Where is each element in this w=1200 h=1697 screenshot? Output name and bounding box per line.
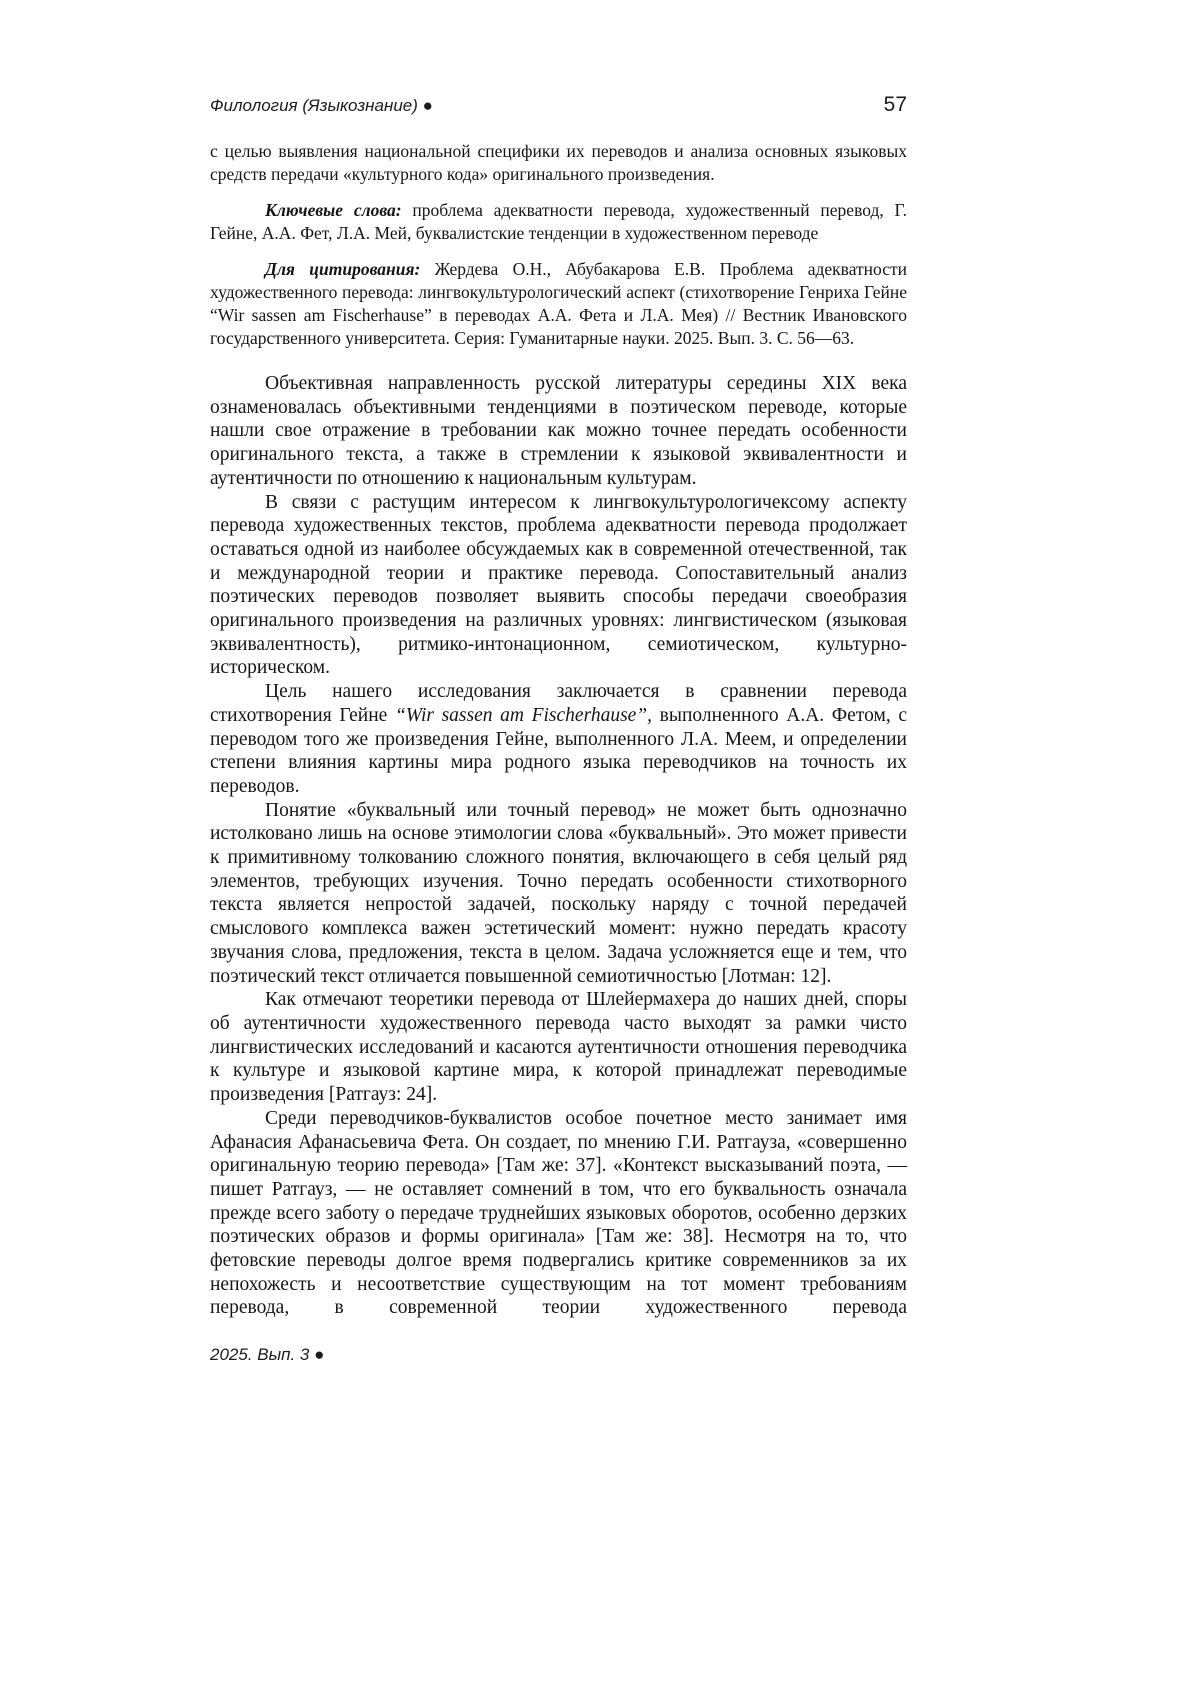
body-text: выполненного А.А. Фетом, с переводом того же произведения Гейне, выполненного Л.А. Меем, и определении степени влияния картины мира родного языка переводчиков на точность их переводов. <box>210 704 907 797</box>
poem-title-italic: “Wir sassen am Fischerhause”, <box>394 704 653 726</box>
page-header <box>210 93 907 117</box>
abstract-continuation: с целью выявления национальной специфики их переводов и анализа основных языковых средств передачи «культурного кода» оригинального произведения. <box>210 141 907 184</box>
article-content <box>210 140 907 1320</box>
body-text: Цель нашего исследования заключается в сравнении перевода стихотворения Гейне <box>210 681 907 726</box>
footer-issue: 2025. Вып. 3 ● <box>210 1345 325 1364</box>
citation-text: Жердева О.Н., Абубакарова Е.В. Проблема адекватности художественного перевода: лингвокультурологический аспект (стихотворение Генриха Гейне “Wir sassen am Fischerhause” в переводах А.А. Фета и Л.А. Мея) // Вестник Ивановского государственного университета. Серия: Гуманитарные науки. 2025. Вып. 3. С. 56—63. <box>210 259 908 348</box>
article-body <box>210 372 907 1320</box>
citation-paragraph <box>210 258 907 350</box>
keywords-text: проблема адекватности перевода, художественный перевод, Г. Гейне, А.А. Фет, Л.А. Мей, буквалистские тенденции в художественном переводе <box>210 200 907 243</box>
page-number: 57 <box>883 93 907 116</box>
page-footer <box>210 1345 324 1365</box>
body-paragraph: Объективная направленность русской литературы середины XIX века ознаменовалась объективными тенденциями в поэтическом переводе, которые нашли свое отражение в требовании как можно точнее передать особенности оригинального текста, а также в стремлении к языковой эквивалентности и аутентичности по отношению к национальным культурам. <box>210 373 907 489</box>
keywords-paragraph <box>210 199 907 245</box>
keywords-label: Ключевые слова: <box>265 200 402 220</box>
body-paragraph: Среди переводчиков-буквалистов особое почетное место занимает имя Афанасия Афанасьевича Фета. Он создает, по мнению Г.И. Ратгауза, «совершенно оригинальную теорию перевода» [Там же: 37]. «Контекст высказываний поэта, — пишет Ратгауз, — не оставляет сомнений в том, что его буквальность означала прежде всего заботу о передаче труднейших языковых оборотов, особенно дерзких поэтических образов и формы оригинала» [Там же: 38]. Несмотря на то, что фетовские переводы долгое время подвергались критике современников за их непохожесть и несоответствие существующим на тот момент требованиям перевода, в современной теории художественного перевода <box>210 1107 907 1319</box>
body-paragraph <box>210 680 907 799</box>
body-paragraph: Понятие «буквальный или точный перевод» не может быть однозначно истолковано лишь на основе этимологии слова «буквальный». Это может привести к примитивному толкованию сложного понятия, включающего в себя целый ряд элементов, требующих изучения. Точно передать особенности стихотворного текста является непростой задачей, поскольку наряду с точной передачей смыслового комплекса важен эстетический момент: нужно передать красоту звучания слова, предложения, текста в целом. Задача усложняется еще и тем, что поэтический текст отличается повышенной семиотичностью [Лотман: 12]. <box>210 799 907 987</box>
body-paragraph: Как отмечают теоретики перевода от Шлейермахера до наших дней, споры об аутентичности художественного перевода часто выходят за рамки чисто лингвистических исследований и касаются аутентичности отношения переводчика к культуре и языковой картине мира, к которой принадлежат переводимые произведения [Ратгауз: 24]. <box>210 989 907 1106</box>
running-title: Филология (Языкознание) ● <box>210 96 433 115</box>
citation-label: Для цитирования: <box>265 259 421 279</box>
body-paragraph: В связи с растущим интересом к лингвокультурологичексому аспекту перевода художественных текстов, проблема адекватности перевода продолжает оставаться одной из наиболее обсуждаемых как в современной отечественной, так и международной теории и практике перевода. Сопоставительный анализ поэтических переводов позволяет выявить способы передачи своеобразия оригинального произведения на различных уровнях: лингвистическом (языковая эквивалентность), ритмико-интонационном, семиотическом, культурно-историческом. <box>210 491 907 679</box>
